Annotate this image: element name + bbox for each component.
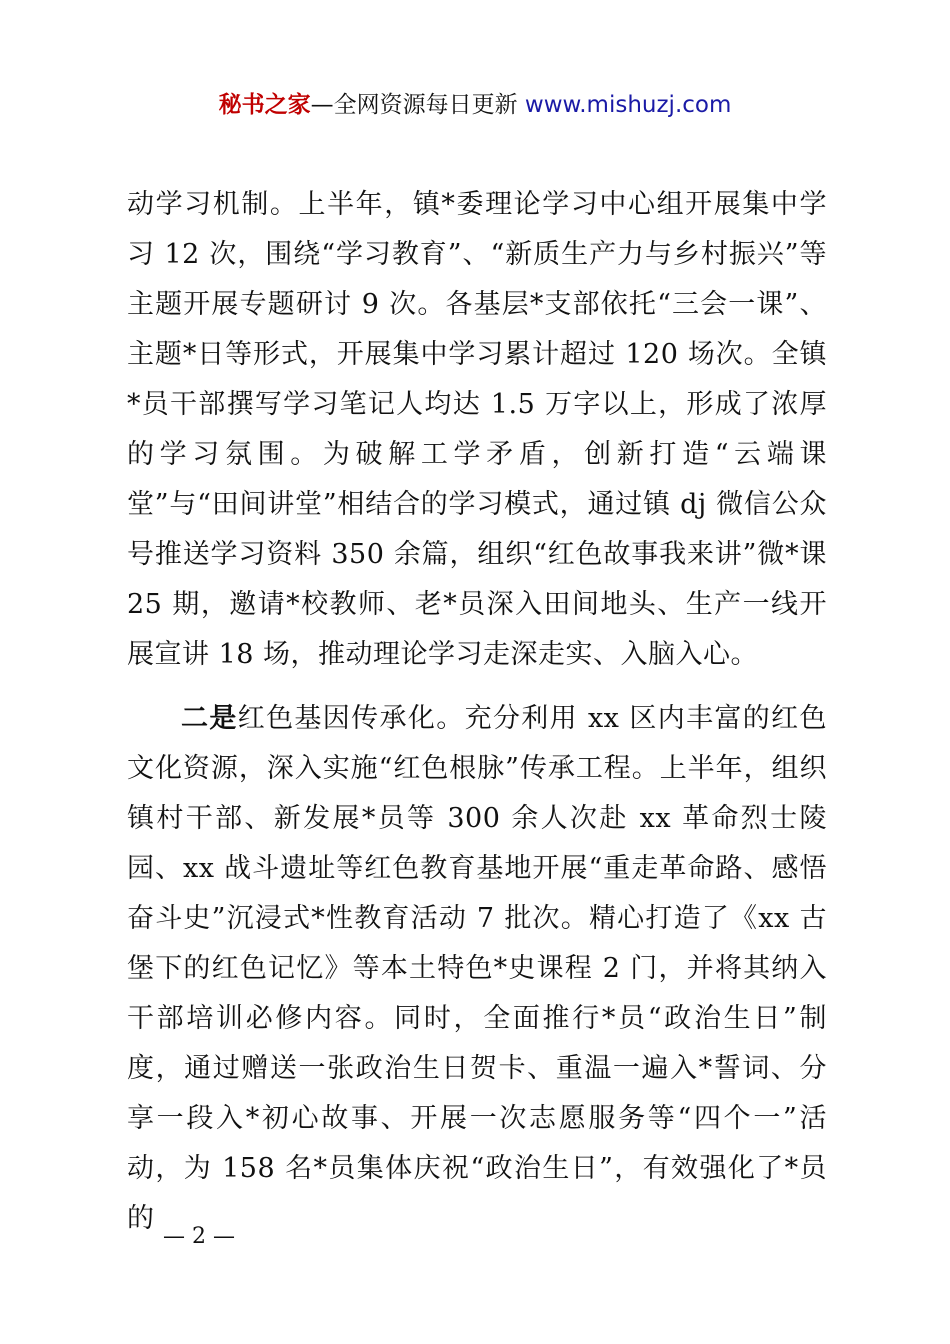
paragraph-lead: 二是: [181, 703, 238, 734]
paragraph-text: 红色基因传承化。充分利用 xx 区内丰富的红色文化资源，深入实施“红色根脉”传承工程。上半年，组织镇村干部、新发展*员等 300 余人次赴 xx 革命烈士陵园、xx 战斗遗址等红色教育基地开展“重走革命路、感悟奋斗史”沉浸式*性教育活动 7 批次。精心打造了《xx 古堡下的红色记忆》等本土特色*史课程 2 门，并将其纳入干部培训必修内容。同时，全面推行*员“政治生日”制度，通过赠送一张政治生日贺卡、重温一遍入*誓词、分享一段入*初心故事、开展一次志愿服务等“四个一”活动，为 158 名*员集体庆祝“政治生日”，有效强化了*员的: [127, 703, 827, 1234]
document-body: [127, 180, 827, 1244]
site-url-link[interactable]: www.mishuzj.com: [517, 92, 732, 118]
paragraph: [127, 180, 827, 680]
brand-name: 秘书之家: [218, 92, 311, 118]
header-tagline: —全网资源每日更新: [310, 92, 518, 118]
paragraph: [127, 694, 827, 1244]
page-number: — 2 —: [163, 1224, 235, 1249]
page-header: [0, 88, 950, 122]
paragraph-text: 动学习机制。上半年，镇*委理论学习中心组开展集中学习 12 次，围绕“学习教育”、“新质生产力与乡村振兴”等主题开展专题研讨 9 次。各基层*支部依托“三会一课”、主题*日等形式，开展集中学习累计超过 120 场次。全镇*员干部撰写学习笔记人均达 1.5 万字以上，形成了浓厚的学习氛围。为破解工学矛盾，创新打造“云端课堂”与“田间讲堂”相结合的学习模式，通过镇 dj 微信公众号推送学习资料 350 余篇，组织“红色故事我来讲”微*课 25 期，邀请*校教师、老*员深入田间地头、生产一线开展宣讲 18 场，推动理论学习走深走实、入脑入心。: [127, 189, 827, 670]
